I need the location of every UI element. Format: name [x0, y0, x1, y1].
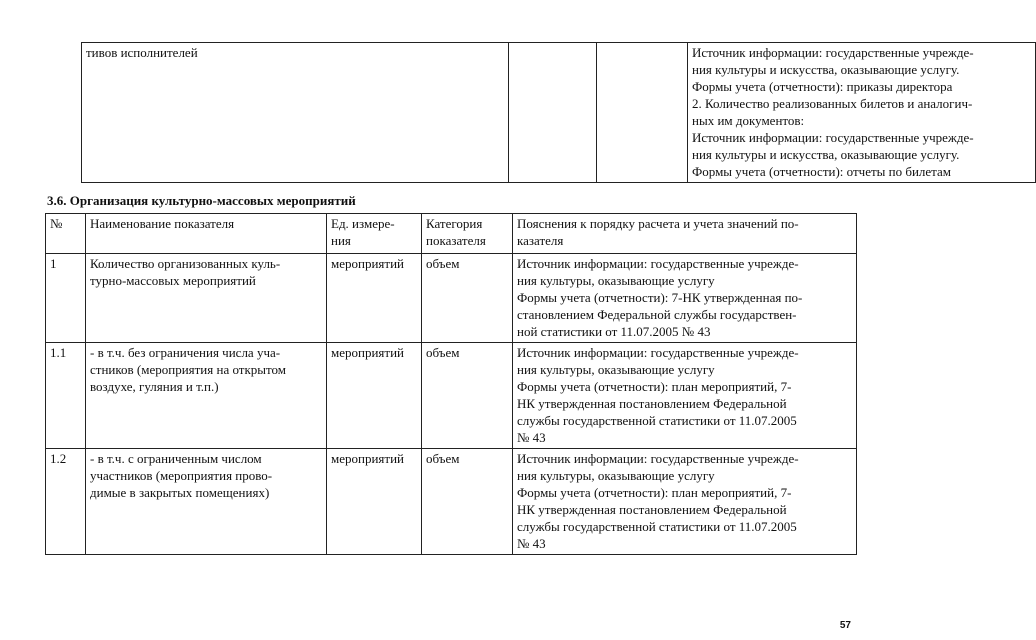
notes-line: Источник информации: государственные учрежде-: [692, 130, 974, 145]
row-category: объем: [422, 449, 513, 555]
table-row: [46, 449, 857, 555]
row-notes: Источник информации: государственные учрежде- ния культуры, оказывающие услугу Формы учета (отчетности): план мероприятий, 7- НК утвержденная постановлением Федеральной службы государственной статистики от 11.07.2005 № 43: [513, 449, 857, 555]
unit-cell: [509, 43, 597, 183]
notes-line: 2. Количество реализованных билетов и аналогич-: [692, 96, 973, 111]
row-name: Количество организованных куль- турно-массовых мероприятий: [86, 254, 327, 343]
notes-line: Формы учета (отчетности): приказы директора: [692, 79, 953, 94]
header-num: №: [46, 214, 86, 254]
notes-line: ния культуры и искусства, оказывающие услугу.: [692, 147, 960, 162]
row-name: - в т.ч. без ограничения числа уча- стников (мероприятия на открытом воздухе, гуляния и т.п.): [86, 343, 327, 449]
row-unit: мероприятий: [327, 254, 422, 343]
notes-line: Формы учета (отчетности): отчеты по билетам: [692, 164, 952, 179]
header-name: Наименование показателя: [86, 214, 327, 254]
table-row: [46, 343, 857, 449]
header-notes: Пояснения к порядку расчета и учета значений по- казателя: [513, 214, 857, 254]
row-name: - в т.ч. с ограниченным числом участников (мероприятия прово- димые в закрытых помещениях): [86, 449, 327, 555]
row-unit: мероприятий: [327, 449, 422, 555]
table-row: [82, 43, 1036, 183]
continued-table: [81, 42, 1036, 183]
header-unit: Ед. измере- ния: [327, 214, 422, 254]
notes-cell: [688, 43, 1036, 183]
row-unit: мероприятий: [327, 343, 422, 449]
table-row: [46, 254, 857, 343]
indicator-name-text: тивов исполнителей: [86, 45, 198, 60]
notes-line: Источник информации: государственные учрежде-: [692, 45, 974, 60]
header-category: Категория показателя: [422, 214, 513, 254]
indicator-name-cell: [82, 43, 509, 183]
notes-line: ния культуры и искусства, оказывающие услугу.: [692, 62, 960, 77]
section-title: 3.6. Организация культурно-массовых мероприятий: [47, 193, 356, 208]
row-notes: Источник информации: государственные учрежде- ния культуры, оказывающие услугу Формы учета (отчетности): 7-НК утвержденная по- становлением Федеральной службы государствен- ной статистики от 11.07.2005 № 43: [513, 254, 857, 343]
page-number: 57: [839, 620, 851, 631]
row-notes: Источник информации: государственные учрежде- ния культуры, оказывающие услугу Формы учета (отчетности): план мероприятий, 7- НК утвержденная постановлением Федеральной службы государственной статистики от 11.07.2005 № 43: [513, 343, 857, 449]
row-num: 1: [46, 254, 86, 343]
row-category: объем: [422, 343, 513, 449]
table-header-row: [46, 214, 857, 254]
notes-line: ных им документов:: [692, 113, 805, 128]
row-num: 1.1: [46, 343, 86, 449]
row-category: объем: [422, 254, 513, 343]
indicators-table: [45, 213, 857, 555]
category-cell: [597, 43, 688, 183]
row-num: 1.2: [46, 449, 86, 555]
